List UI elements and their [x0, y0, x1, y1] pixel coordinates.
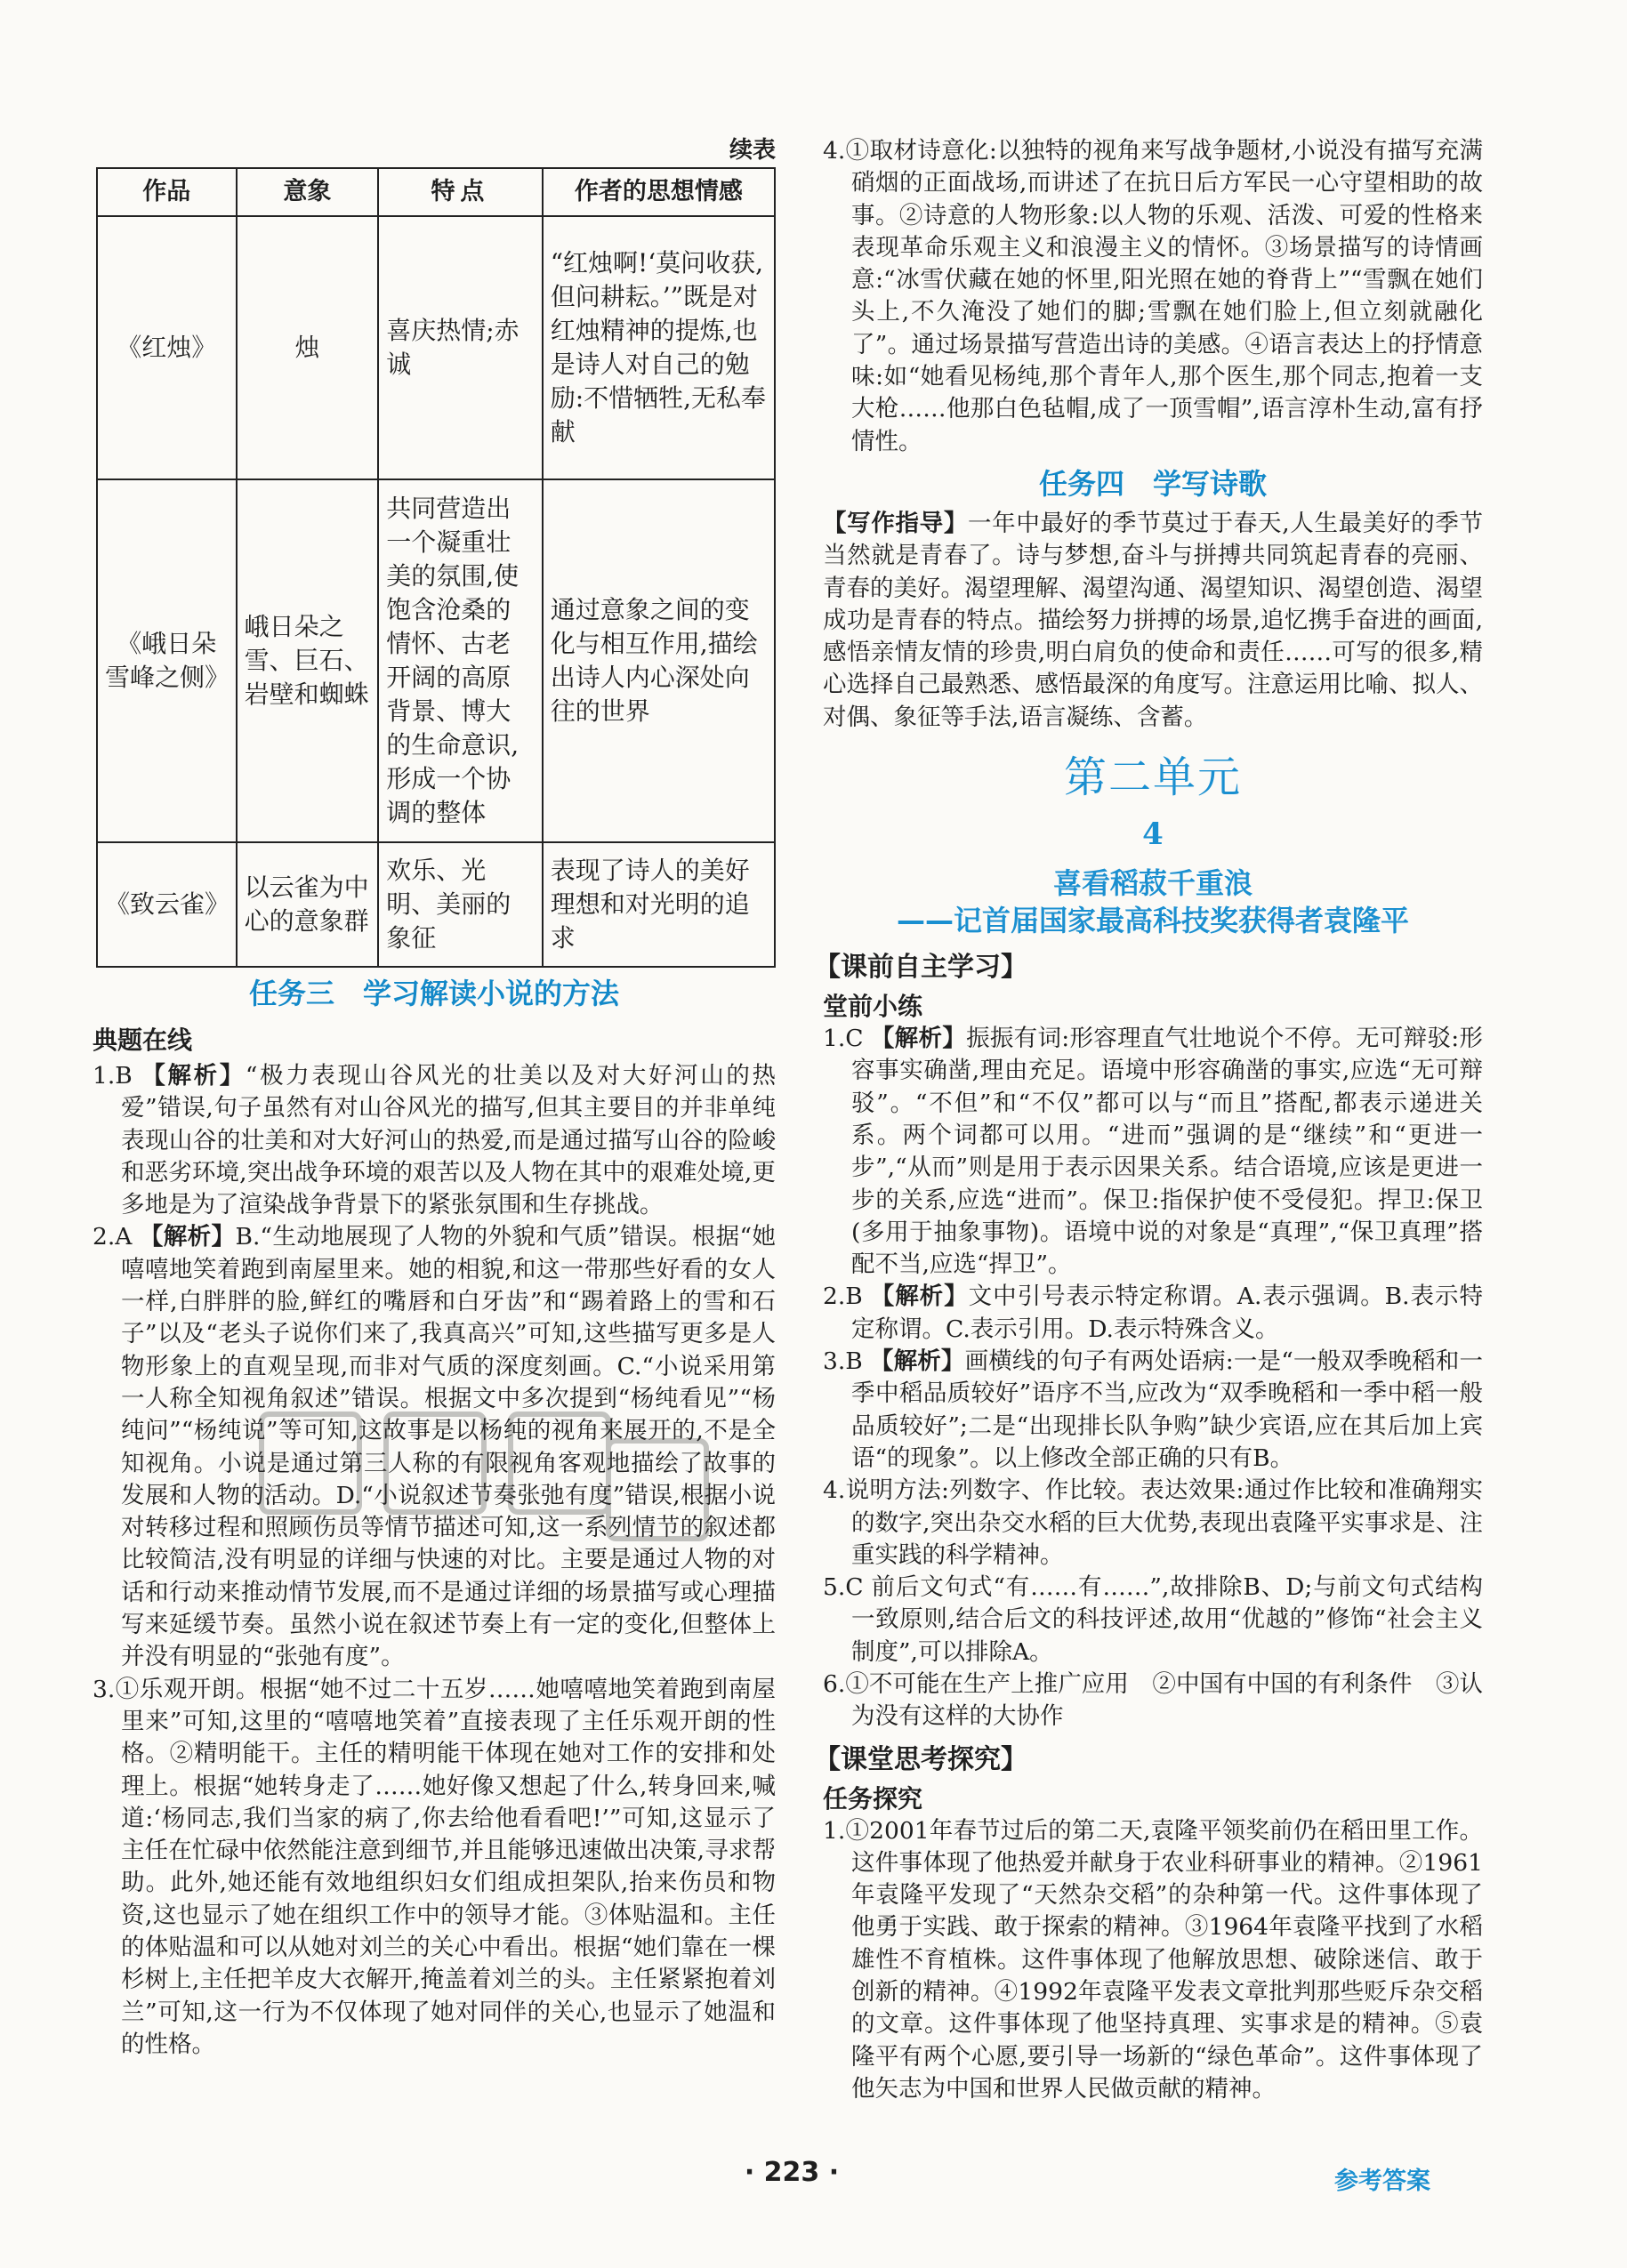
item-text: ①2001年春节过后的第二天,袁隆平领奖前仍在稻田里工作。这件事体现了他热爱并献身于农业科研事业的精神。②1961年袁隆平发现了“天然杂交稻”的杂种第一代。这件事体现了他勇于实践、敢于探索的精神。③1964年袁隆平找到了水稻雄性不育植株。这件事体现了他解放思想、破除迷信、敢于创新的精神。④1992年袁隆平发表文章批判那些贬斥杂交稻的文章。这件事体现了他坚持真理、实事求是的精神。⑤袁隆平有两个心愿,要引导一场新的“绿色革命”。这件事体现了他矢志为中国和世界人民做贡献的精神。 [845, 1816, 1483, 2103]
analysis-tag: 【解析】 [139, 1223, 236, 1251]
table-header: 作品 [97, 168, 237, 216]
practice-item [823, 1475, 1483, 1572]
practice-item [823, 1669, 1483, 1733]
right-top-block [814, 135, 1484, 2105]
task4-title: 任务四 学写诗歌 [1038, 466, 1267, 501]
practice-item [823, 1572, 1483, 1669]
table-cell: 烛 [237, 216, 379, 479]
answer-item [93, 1674, 776, 2062]
pre-study-heading: 【课前自主学习】 [814, 952, 1027, 984]
answer-item [823, 135, 1483, 458]
practice-item [823, 1023, 1483, 1281]
table-cell: 《红烛》 [97, 216, 237, 479]
table-row [97, 216, 775, 479]
answer-item [93, 1060, 776, 1221]
table-cell: 《峨日朵雪峰之侧》 [97, 479, 237, 842]
writing-guide [823, 508, 1483, 734]
table-cell: 峨日朵之雪、巨石、岩壁和蜘蛛 [237, 479, 379, 842]
item-number: 4. [823, 137, 846, 165]
table-cell: 《致云雀》 [97, 842, 237, 967]
task-explore-heading: 任务探究 [823, 1783, 923, 1814]
lesson-number: 4 [1142, 816, 1164, 853]
item-number: 3. [93, 1675, 116, 1703]
continued-label: 续表 [729, 137, 776, 164]
writing-text: 一年中最好的季节莫过于春天,人生最美好的季节当然就是青春了。诗与梦想,奋斗与拼搏共同筑起青春的亮丽、青春的美好。渴望理解、渴望沟通、渴望知识、渴望创造、渴望成功是青春的特点。描绘努力拼搏的场景,追忆携手奋进的画面,感悟亲情友情的珍贵,明白肩负的使命和责任……可写的很多,精心选择自己最熟悉、感悟最深的角度写。注意运用比喻、拟人、对偶、象征等手法,语言凝练、含蓄。 [823, 509, 1483, 731]
table-header: 意象 [237, 168, 379, 216]
poetry-table [96, 167, 776, 968]
page-number: · 223 · [744, 2157, 840, 2188]
table-cell: “红烛啊!‘莫问收获,但问耕耘。’”既是对红烛精神的提炼,也是诗人对自己的勉励:不惜牺牲,无私奉献 [543, 216, 775, 479]
item-number: 1. [823, 1816, 846, 1845]
item-number: 5.C [823, 1573, 864, 1602]
item-text: ①取材诗意化:以独特的视角来写战争题材,小说没有描写充满硝烟的正面战场,而讲述了在抗日后方军民一心守望相助的故事。②诗意的人物形象:以人物的乐观、活泼、可爱的性格来表现革命乐观主义和浪漫主义的情怀。③场景描写的诗情画意:“冰雪伏藏在她的怀里,阳光照在她的脊背上”“雪飘在她们头上,不久淹没了她们的脚;雪飘在她们脸上,但立刻就融化了”。通过场景描写营造出诗的美感。④语言表达上的抒情意味:如“她看见杨纯,那个青年人,那个医生,那个同志,抱着一支大枪……他那白色毡帽,成了一顶雪帽”,语言淳朴生动,富有抒情性。 [845, 137, 1483, 455]
item-text: 前后文句式“有……有……”,故排除B、D;与前文句式结构一致原则,结合后文的科技评述,故用“优越的”修饰“社会主义制度”,可以排除A。 [851, 1573, 1483, 1666]
writing-tag: 【写作指导】 [823, 509, 969, 537]
practice-item [823, 1281, 1483, 1346]
unit-title: 第二单元 [1063, 752, 1242, 803]
table-cell: 通过意象之间的变化与相互作用,描绘出诗人内心深处向往的世界 [543, 479, 775, 842]
item-number: 1.C [823, 1025, 864, 1053]
practice-heading: 堂前小练 [823, 992, 923, 1022]
analysis-tag: 【解析】 [869, 1347, 965, 1376]
task3-title: 任务三 学习解读小说的方法 [248, 977, 619, 1010]
item-text: “极力表现山谷风光的壮美以及对大好河山的热爱”错误,句子虽然有对山谷风光的描写,但其主要目的并非单纯表现山谷的壮美和对大好河山的热爱,而是通过描写山谷的险峻和恶劣环境,突出战争环境的艰苦以及人物在其中的艰难处境,更多地是为了渲染战争背景下的紧张氛围和生存挑战。 [121, 1062, 776, 1219]
task3-section [93, 971, 776, 2061]
item-number: 2.B [823, 1283, 863, 1311]
table-header-row [97, 168, 775, 216]
table-cell: 共同营造出一个凝重壮美的氛围,使饱含沧桑的情怀、古老开阔的高原背景、博大的生命意识,形成一个协调的整体 [378, 479, 542, 842]
analysis-tag: 【解析】 [869, 1283, 969, 1311]
item-text: 文中引号表示特定称谓。A.表示强调。B.表示特定称谓。C.表示引用。D.表示特殊含义。 [851, 1283, 1483, 1343]
analysis-tag: 【解析】 [870, 1025, 967, 1053]
table-cell: 喜庆热情;赤诚 [378, 216, 542, 479]
table-header: 作者的思想情感 [543, 168, 775, 216]
analysis-tag: 【解析】 [139, 1062, 246, 1090]
item-text: ①不可能在生产上推广应用 ②中国有中国的有利条件 ③认为没有这样的大协作 [845, 1669, 1483, 1731]
item-text: 说明方法:列数字、作比较。表达效果:通过作比较和准确翔实的数字,突出杂交水稻的巨大优势,表现出袁隆平实事求是、注重实践的科学精神。 [845, 1476, 1483, 1569]
lesson-subtitle: ——记首届国家最高科技奖获得者袁隆平 [896, 904, 1409, 938]
footer-label: 参考答案 [1334, 2167, 1430, 2195]
item-number: 6. [823, 1669, 846, 1698]
table-cell: 以云雀为中心的意象群 [237, 842, 379, 967]
table-cell: 欢乐、光明、美丽的象征 [378, 842, 542, 967]
item-number: 2.A [93, 1223, 133, 1251]
typical-heading: 典题在线 [93, 1025, 193, 1055]
answer-item [93, 1221, 776, 1673]
explore-item [823, 1815, 1483, 2106]
item-text: 振振有词:形容理直气壮地说个不停。无可辩驳:形容事实确凿,理由充足。语境中形容确凿的事实,应选“无可辩驳”。“不但”和“不仅”都可以与“而且”搭配,都表示递进关系。两个词都可以用。“进而”强调的是“继续”和“更进一步”,“从而”则是用于表示因果关系。结合语境,应该是更进一步的关系,应选“进而”。保卫:指保护使不受侵犯。捍卫:保卫(多用于抽象事物)。语境中说的对象是“真理”,“保卫真理”搭配不当,应选“捍卫”。 [851, 1025, 1484, 1279]
item-number: 4. [823, 1476, 846, 1505]
item-text: B.“生动地展现了人物的外貌和气质”错误。根据“她嘻嘻地笑着跑到南屋里来。她的相貌,和这一带那些好看的女人一样,白胖胖的脸,鲜红的嘴唇和白牙齿”和“踢着路上的雪和石子”以及“老头子说你们来了,我真高兴”可知,这些描写更多是人物形象上的直观呈现,而非对气质的深度刻画。C.“小说采用第一人称全知视角叙述”错误。根据文中多次提到“杨纯看见”“杨纯问”“杨纯说”等可知,这故事是以杨纯的视角来展开的,不是全知视角。小说是通过第三人称的有限视角客观地描绘了故事的发展和人物的活动。D.“小说叙述节奏张弛有度”错误,根据小说对转移过程和照顾伤员等情节描述可知,这一系列情节的叙述都比较简洁,没有明显的详细与快速的对比。主要是通过人物的对话和行动来推动情节发展,而不是通过详细的场景描写或心理描写来延缓节奏。虽然小说在叙述节奏上有一定的变化,但整体上并没有明显的“张弛有度”。 [121, 1223, 776, 1671]
practice-item [823, 1346, 1483, 1475]
item-text: 画横线的句子有两处语病:一是“一般双季晚稻和一季中稻品质较好”语序不当,应改为“双季晚稻和一季中稻一般品质较好”;二是“出现排长队争购”缺少宾语,应在其后加上宾语“的现象”。以上修改全部正确的只有B。 [851, 1347, 1484, 1472]
table-cell: 表现了诗人的美好理想和对光明的追求 [543, 842, 775, 967]
table-header: 特点 [378, 168, 542, 216]
table-row [97, 479, 775, 842]
class-explore-heading: 【课堂思考探究】 [814, 1743, 1027, 1775]
item-text: ①乐观开朗。根据“她不过二十五岁……她嘻嘻地笑着跑到南屋里来”可知,这里的“嘻嘻地笑着”直接表现了主任乐观开朗的性格。②精明能干。主任的精明能干体现在她对工作的安排和处理上。根据“她转身走了……她好像又想起了什么,转身回来,喊道:‘杨同志,我们当家的病了,你去给他看看吧!’”可知,这显示了主任在忙碌中依然能注意到细节,并且能够迅速做出决策,寻求帮助。此外,她还能有效地组织妇女们组成担架队,抬来伤员和物资,这也显示了她在组织工作中的领导才能。③体贴温和。主任的体贴温和可以从她对刘兰的关心中看出。根据“她们靠在一棵杉树上,主任把羊皮大衣解开,掩盖着刘兰的头。主任紧紧抱着刘兰”可知,这一行为不仅体现了她对同伴的关心,也显示了她温和的性格。 [115, 1675, 776, 2058]
item-number: 1.B [93, 1062, 133, 1090]
table-row [97, 842, 775, 967]
item-number: 3.B [823, 1347, 863, 1376]
lesson-title: 喜看稻菽千重浪 [1052, 866, 1252, 901]
